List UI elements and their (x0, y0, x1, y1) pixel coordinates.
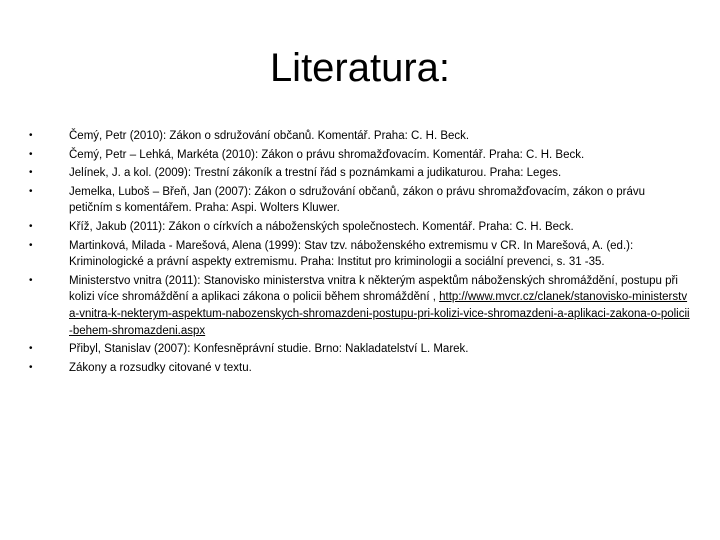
reference-text: Kříž, Jakub (2011): Zákon o církvích a náboženských společnostech. Komentář. Praha: C. H. Beck. (69, 220, 574, 233)
reference-text: Zákony a rozsudky citované v textu. (69, 361, 252, 374)
reference-text: Čemý, Petr – Lehká, Markéta (2010): Zákon o právu shromažďovacím. Komentář. Praha: C. H. Beck. (69, 148, 585, 161)
reference-item (29, 219, 691, 236)
reference-text: Martinková, Milada - Marešová, Alena (1999): Stav tzv. náboženského extremismu v CR. In Marešová, A. (ed.): Kriminologické a právní aspekty extremismu. Praha: Institut pro kriminologii a sociální prevenci, s. 31 -35. (69, 239, 634, 269)
reference-text: Jemelka, Luboš – Břeň, Jan (2007): Zákon o sdružování občanů, zákon o právu shromažďovacím, zákon o právu petičním s komentářem. Praha: Aspi. Wolters Kluwer. (69, 185, 645, 215)
bullet-icon: • (29, 239, 33, 251)
reference-item (29, 360, 691, 377)
reference-item (29, 147, 691, 164)
bullet-icon: • (29, 167, 33, 179)
bullet-icon: • (29, 185, 33, 197)
reference-item (29, 341, 691, 358)
bullet-icon: • (29, 148, 33, 160)
reference-item (29, 273, 691, 339)
reference-item (29, 238, 691, 271)
bullet-icon: • (29, 343, 33, 355)
reference-item (29, 128, 691, 145)
reference-link[interactable]: http://www.mvcr.cz/clanek/stanovisko-ministerstva-vnitra-k-nekterym-aspektum-nabozenskych-shromazdeni-postupu-pri-kolizi-vice-shromazdeni-a-aplikaci-zakona-o-policii-behem-shromazdeni.aspx (69, 291, 690, 337)
slide-title: Literatura: (269, 46, 451, 90)
bullet-icon: • (29, 220, 33, 232)
reference-item (29, 165, 691, 182)
reference-item (29, 184, 691, 217)
reference-text: Čemý, Petr (2010): Zákon o sdružování občanů. Komentář. Praha: C. H. Beck. (69, 130, 470, 142)
reference-text: Jelínek, J. a kol. (2009): Trestní zákoník a trestní řád s poznámkami a judikaturou. Praha: Leges. (69, 167, 562, 180)
reference-text: Ministerstvo vnitra (2011): Stanovisko ministerstva vnitra k některým aspektům náboženských shromáždění, postupu při kolizi více shromáždění a aplikaci zákona o policii během shromáždění , (69, 274, 678, 304)
bullet-icon: • (29, 274, 33, 286)
reference-list (29, 128, 691, 378)
bullet-icon: • (29, 361, 33, 373)
bullet-icon: • (29, 130, 33, 141)
reference-text: Přibyl, Stanislav (2007): Konfesněprávní studie. Brno: Nakladatelství L. Marek. (69, 343, 469, 356)
